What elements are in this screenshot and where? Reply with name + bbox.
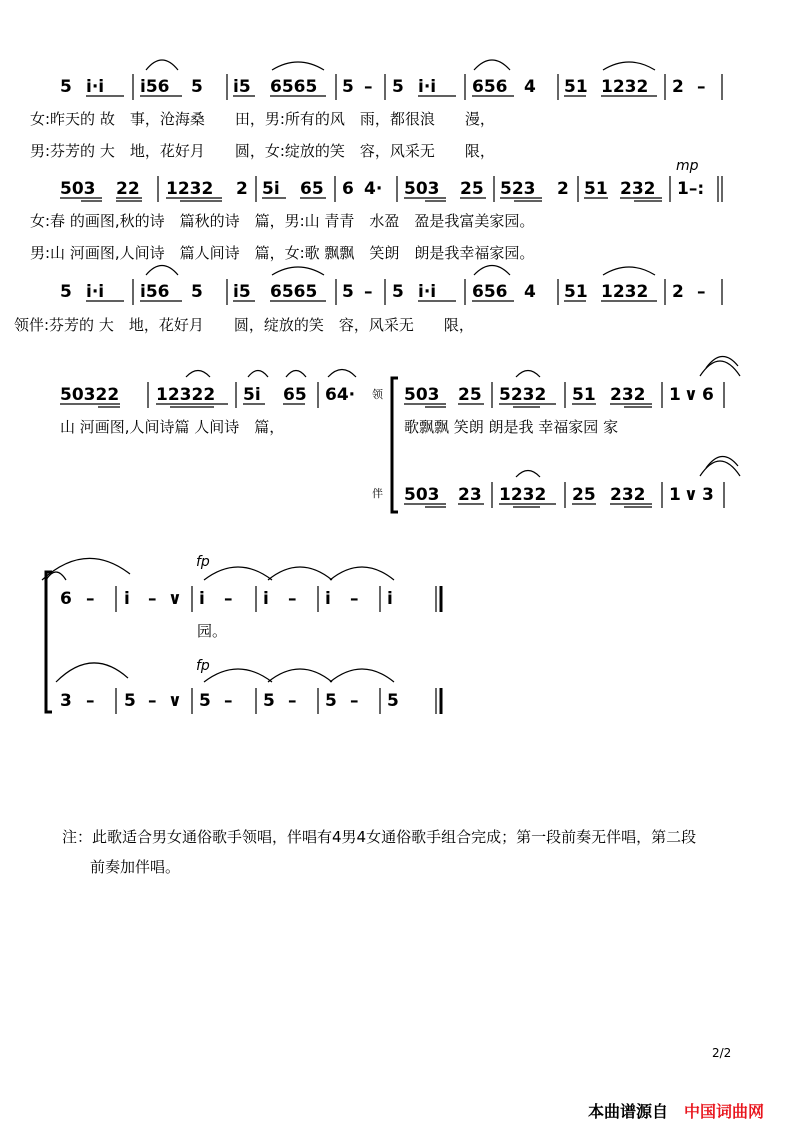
slur [706,356,738,368]
note: 51 [564,77,588,97]
note: 503 [404,385,440,405]
note: 3 [702,485,714,505]
note: – [288,691,297,711]
note: – [697,77,706,97]
part-bracket [392,378,398,512]
note: – [86,589,95,609]
note: 5 [124,691,136,711]
slur [146,266,178,276]
note: – [364,77,373,97]
slur [706,456,738,468]
slur [272,62,324,70]
note: 51 [584,179,608,199]
note: 656 [472,77,508,97]
note: 25 [572,485,596,505]
note: 2 [236,179,248,199]
dynamic-mark: fp [196,554,210,570]
note: 50322 [60,385,120,405]
slur [330,669,394,682]
slur [42,558,130,580]
score-row-4 [60,356,740,512]
note: 2 [557,179,569,199]
note: 5 [342,282,354,302]
note: 1–: [677,179,705,199]
note: 5i [243,385,261,405]
note: 5 [325,691,337,711]
note: 12322 [156,385,216,405]
note: – [148,691,157,711]
note: 4· [364,179,383,199]
note: – [148,589,157,609]
note: ∨ [168,691,182,711]
slur [330,567,394,580]
score-row-1 [30,60,722,160]
note: 5 [263,691,275,711]
note: – [350,691,359,711]
note: 25 [458,385,482,405]
note: 65 [300,179,324,199]
slur [286,371,306,378]
note: 232 [610,385,646,405]
lyric-line: 园。 [197,622,228,640]
lyric-line: 女:春 的画图,秋的诗 篇秋的诗 篇，男:山 青青 水盈 盈是我富美家园。 [30,212,535,230]
note: i5 [233,77,251,97]
score-row-3 [14,266,722,335]
note: 4 [524,282,536,302]
slur [474,266,510,276]
note: 1232 [499,485,547,505]
lyric-line: 领伴:芬芳的 大 地，花好月 圆，绽放的笑 容，风采无 限， [14,316,474,334]
note: i [387,589,393,609]
note: – [288,589,297,609]
note: 503 [60,179,96,199]
note: 656 [472,282,508,302]
note: i·i [86,282,105,302]
note: ∨ [168,589,182,609]
note: 1232 [601,77,649,97]
note: 2 [672,77,684,97]
note: i·i [418,77,437,97]
slur [700,461,740,476]
lyric-line: 女:昨天的 故 事，沧海桑 田，男:所有的风 雨，都很浪 漫， [30,110,495,128]
note: – [697,282,706,302]
dynamic-mark: fp [196,658,210,674]
footnote-line-2: 前奏加伴唱。 [90,858,181,876]
note: i [325,589,331,609]
note: 232 [620,179,656,199]
source-credit [588,1099,764,1122]
note: 51 [572,385,596,405]
slur [516,371,540,378]
note: 5 [392,77,404,97]
slur [204,669,272,682]
note: 5232 [499,385,547,405]
slur [603,62,655,70]
note: 64· [325,385,356,405]
footnote-line-1: 注：此歌适合男女通俗歌手领唱，伴唱有4男4女通俗歌手组合完成；第一段前奏无伴唱，第二段 [62,828,697,846]
source-site-link[interactable]: 中国词曲网 [684,1102,765,1121]
note: – [224,691,233,711]
note: 5 [191,282,203,302]
note: i5 [233,282,251,302]
part-bracket [46,572,52,712]
part-label-lead: 领 [372,388,383,401]
slur [268,669,332,682]
note: 5 [199,691,211,711]
lyric-line: 山 河画图,人间诗篇 人间诗 篇， [60,418,285,436]
note: 3 [60,691,72,711]
note: 523 [500,179,536,199]
note: i [124,589,130,609]
note: i [263,589,269,609]
note: – [86,691,95,711]
page-number: 2/2 [712,1046,732,1060]
slur [272,267,324,275]
note: ∨ [684,485,698,505]
part-label-accompaniment: 伴 [372,487,383,500]
note: 503 [404,179,440,199]
note: i·i [418,282,437,302]
score-row-2 [30,158,722,262]
note: 6 [60,589,72,609]
note: 6565 [270,77,318,97]
slur [186,371,210,378]
slur [248,371,268,378]
note: 6565 [270,282,318,302]
slur [268,567,332,580]
note: i·i [86,77,105,97]
footnote [62,822,752,882]
slur [328,370,356,378]
note: ∨ [684,385,698,405]
note: 6 [342,179,354,199]
note: 503 [404,485,440,505]
note: 6 [702,385,714,405]
note: i56 [140,282,170,302]
note: 25 [460,179,484,199]
note: i [199,589,205,609]
note: 5 [60,282,72,302]
slur [474,60,510,70]
lyric-line: 男:芬芳的 大 地，花好月 圆，女:绽放的笑 容，风采无 限， [30,142,495,160]
slur [204,567,272,580]
slur [146,60,178,70]
note: 1 [669,385,681,405]
note: i56 [140,77,170,97]
lyric-line: 歌飘飘 笑朗 朗是我 幸福家园 家 [404,418,619,436]
note: 4 [524,77,536,97]
note: 5 [342,77,354,97]
note: 1232 [166,179,214,199]
slur [700,361,740,376]
slur [56,663,128,682]
note: 23 [458,485,482,505]
note: 51 [564,282,588,302]
score-row-5 [42,554,441,714]
note: 5 [392,282,404,302]
note: – [364,282,373,302]
dynamic-mark: mp [676,158,699,174]
note: 5 [60,77,72,97]
note: – [224,589,233,609]
note: – [350,589,359,609]
note: 5 [191,77,203,97]
note: 22 [116,179,140,199]
note: 2 [672,282,684,302]
note: 1232 [601,282,649,302]
source-label: 本曲谱源自 [588,1102,669,1121]
note: 65 [283,385,307,405]
note: 5i [262,179,280,199]
lyric-line: 男:山 河画图,人间诗 篇人间诗 篇，女:歌 飘飘 笑朗 朗是我幸福家园。 [30,244,535,262]
slur [516,471,540,478]
note: 1 [669,485,681,505]
slur [603,267,655,275]
note: 232 [610,485,646,505]
note: 5 [387,691,399,711]
